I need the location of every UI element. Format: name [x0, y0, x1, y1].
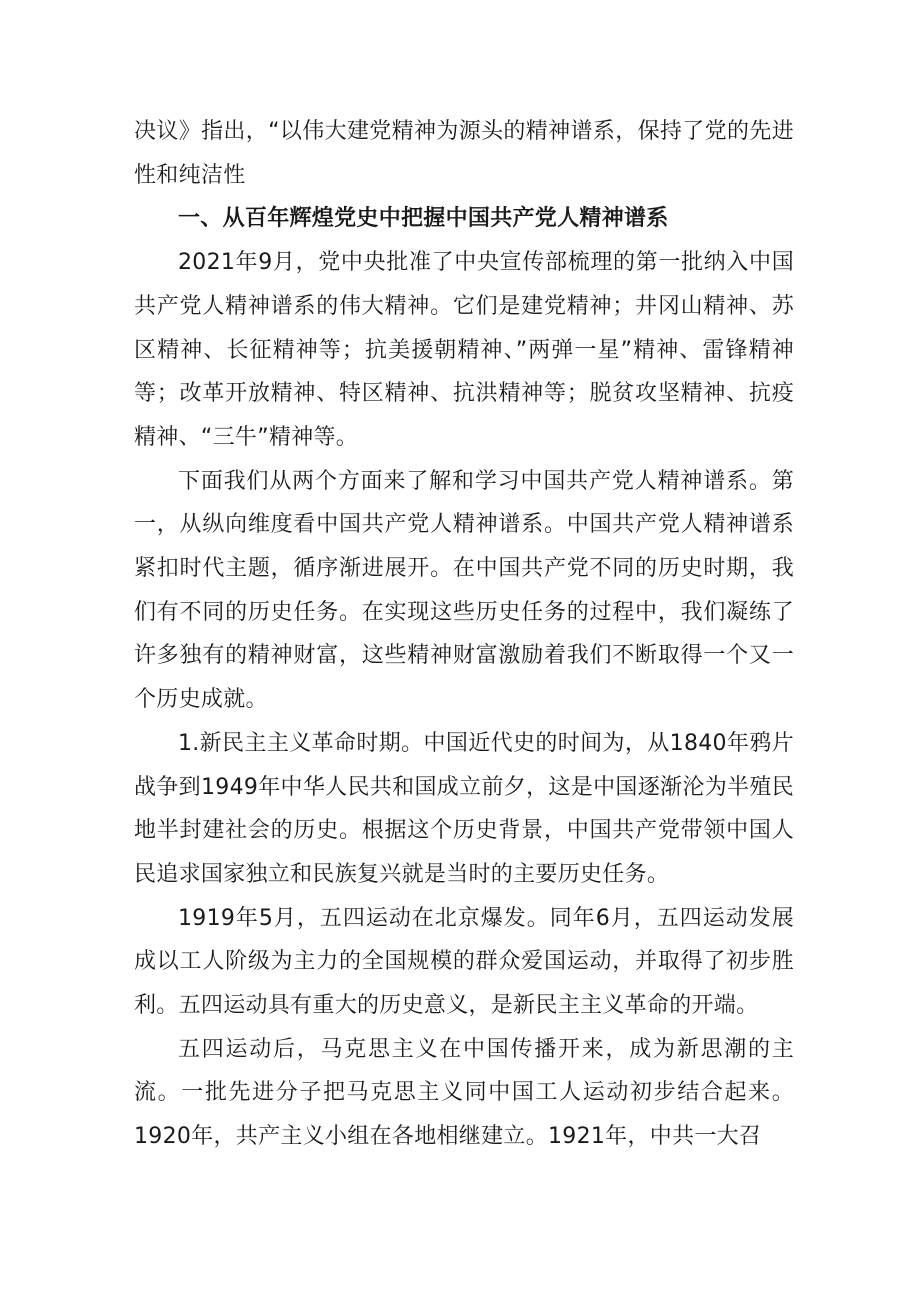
paragraph: 下面我们从两个方面来了解和学习中国共产党人精神谱系。第一，从纵向维度看中国共产党人精神谱系。中国共产党人精神谱系紧扣时代主题，循序渐进展开。在中国共产党不同的历史时期，我们有不同的历史任务。在实现这些历史任务的过程中，我们凝练了许多独有的精神财富，这些精神财富激励着我们不断取得一个又一个历史成就。	[134, 468, 794, 713]
paragraph: 1919年5月，五四运动在北京爆发。同年6月，五四运动发展成以工人阶级为主力的全国规模的群众爱国运动，并取得了初步胜利。五四运动具有重大的历史意义，是新民主主义革命的开端。	[134, 905, 794, 1019]
section-heading: 一、从百年辉煌党史中把握中国共产党人精神谱系	[178, 206, 669, 232]
paragraph-continuation: 决议》指出，“以伟大建党精神为源头的精神谱系，保持了党的先进性和纯洁性	[134, 119, 794, 188]
paragraph: 五四运动后，马克思主义在中国传播开来，成为新思潮的主流。一批先进分子把马克思主义同中国工人运动初步结合起来。1920年，共产主义小组在各地相继建立。1921年，中共一大召	[134, 1036, 794, 1150]
paragraph: 2021年9月，党中央批准了中央宣传部梳理的第一批纳入中国共产党人精神谱系的伟大精神。它们是建党精神；井冈山精神、苏区精神、长征精神等；抗美援朝精神、”两弹一星”精神、雷锋精神等；改革开放精神、特区精神、抗洪精神等；脱贫攻坚精神、抗疫精神、“三牛”精神等。	[134, 250, 794, 450]
document-body	[134, 110, 794, 1159]
paragraph: 1.新民主主义革命时期。中国近代史的时间为，从1840年鸦片战争到1949年中华人民共和国成立前夕，这是中国逐渐沦为半殖民地半封建社会的历史。根据这个历史背景，中国共产党带领中国人民追求国家独立和民族复兴就是当时的主要历史任务。	[134, 730, 794, 887]
